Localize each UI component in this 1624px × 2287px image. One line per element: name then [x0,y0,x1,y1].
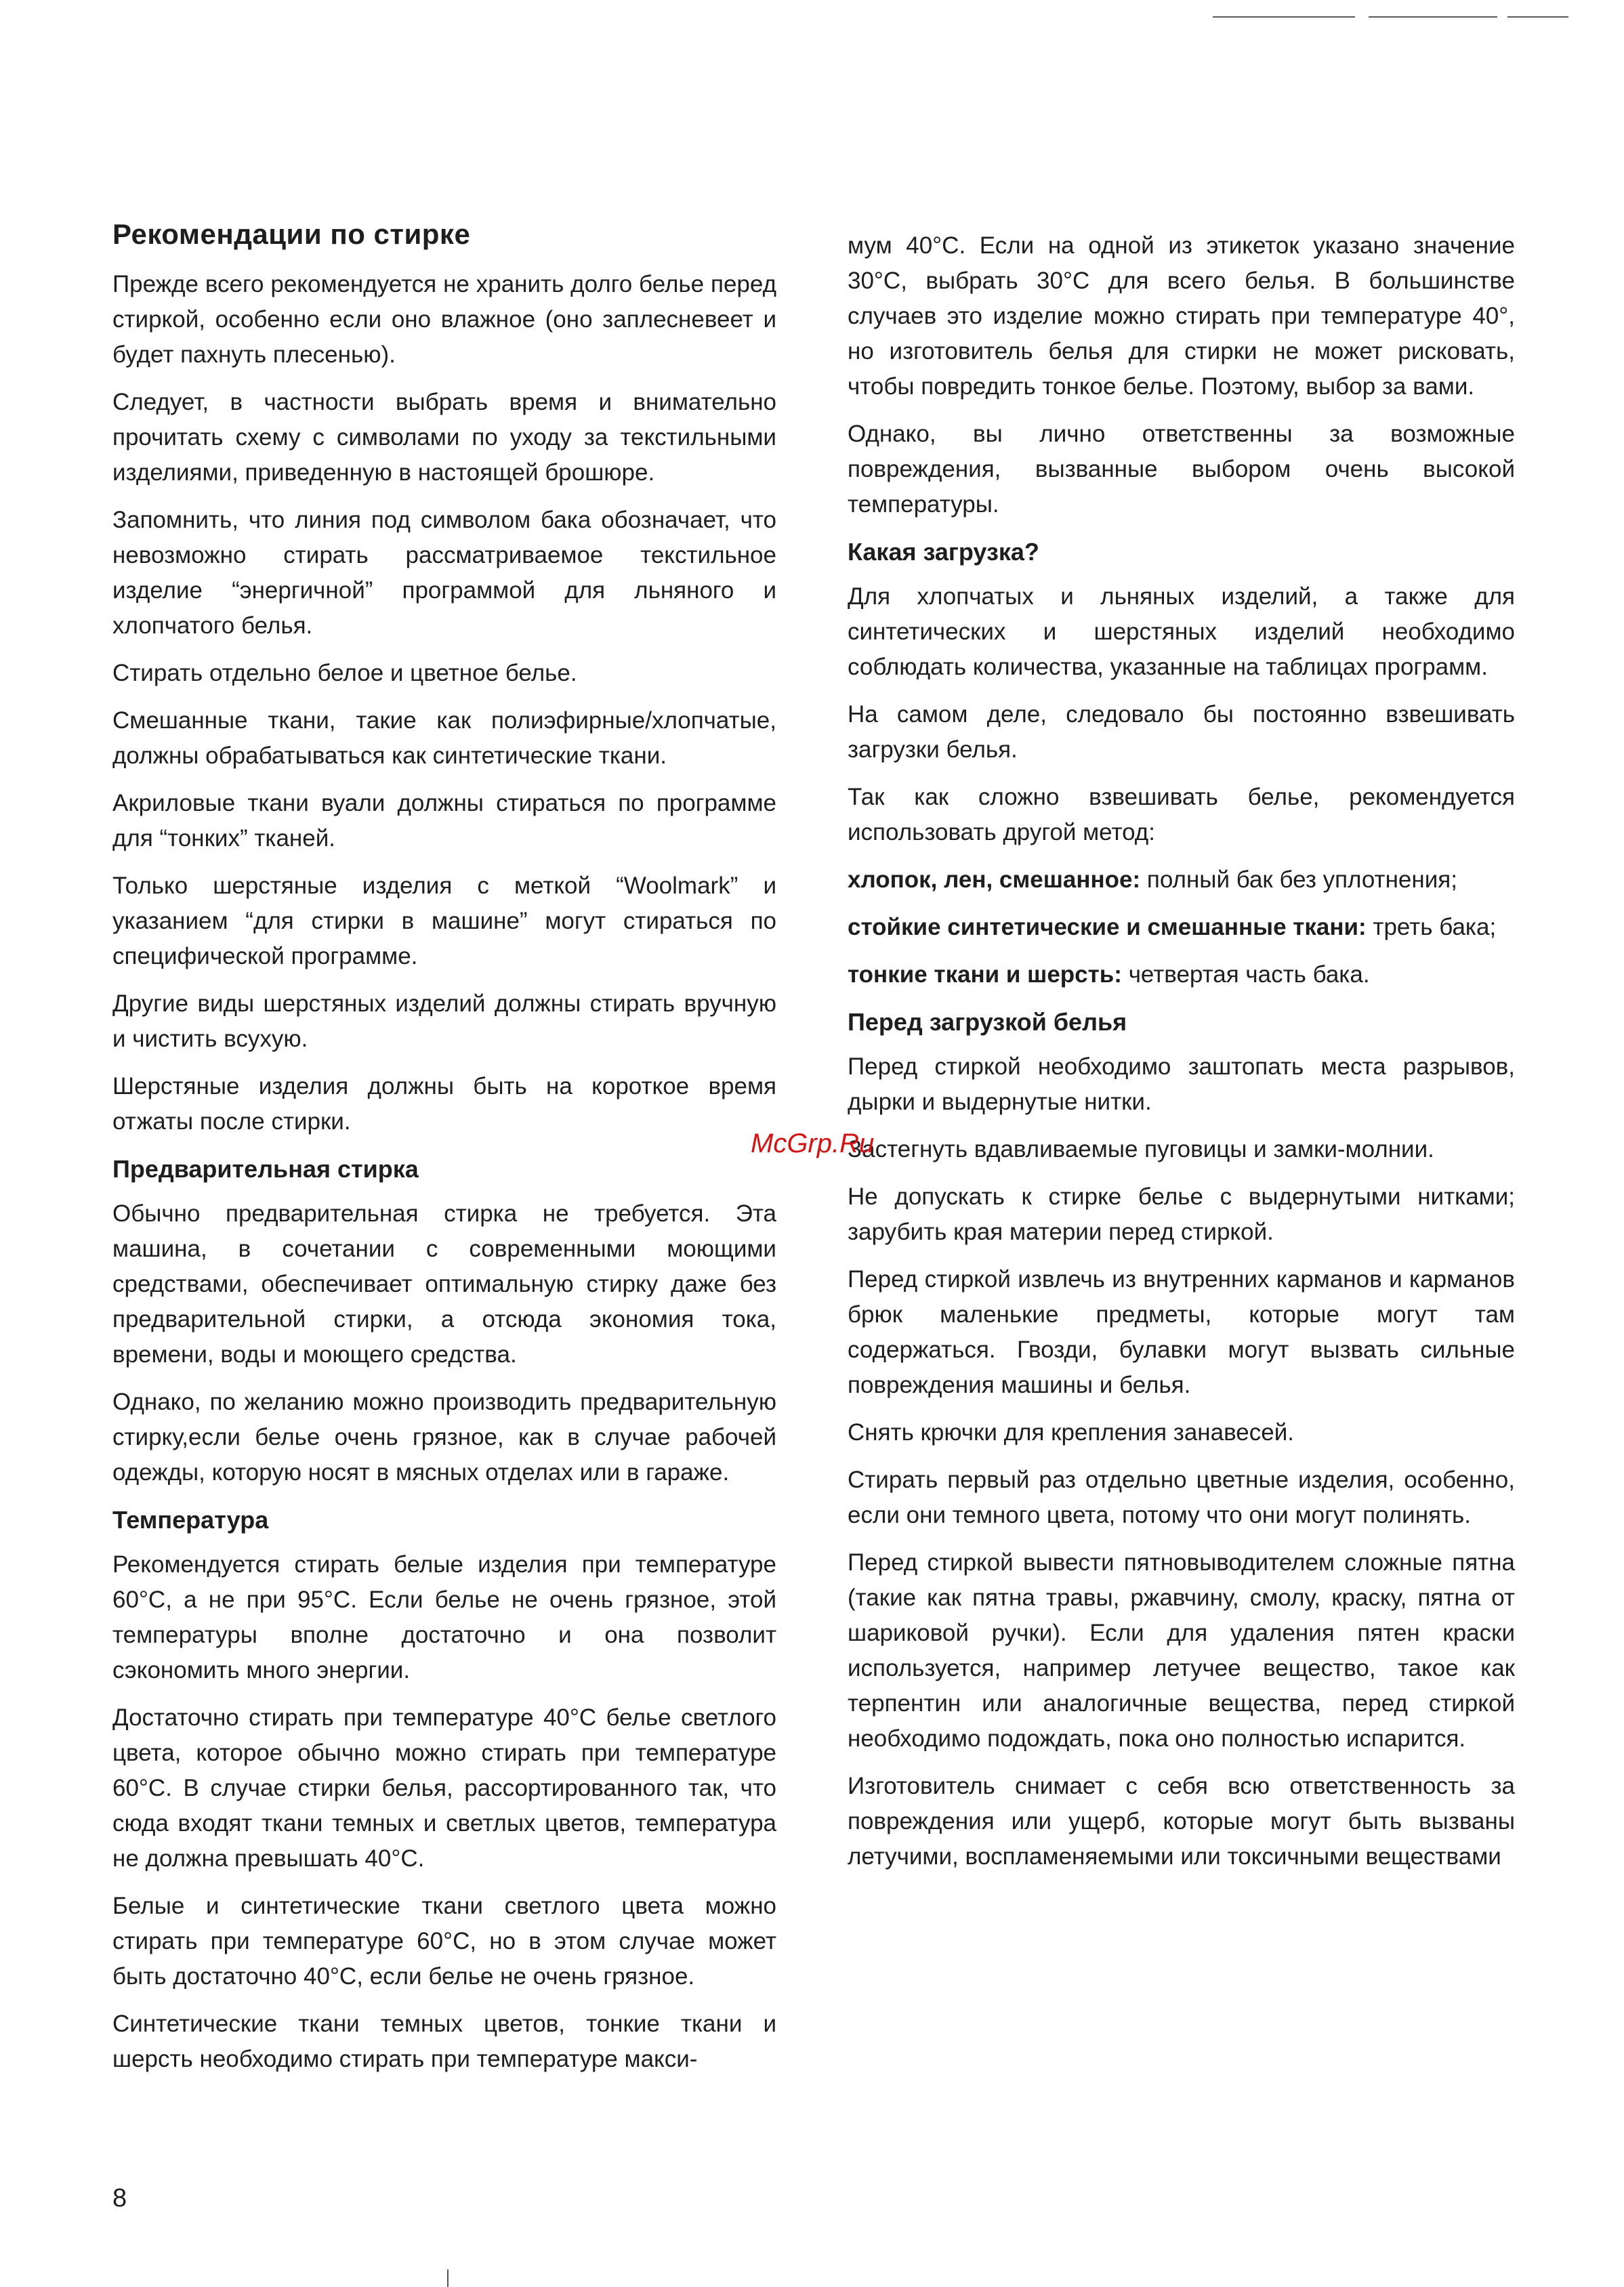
paragraph: Следует, в частности выбрать время и внимательно прочитать схему с символами по уходу за текстильными изделиями, приведенную в настоящей брошюре. [112,389,776,486]
load-item-cotton [848,862,1515,898]
load-label: стойкие синтетические и смешанные ткани: [848,914,1367,940]
left-column [112,215,776,2089]
scan-artifact-line [1369,16,1497,18]
page-title: Рекомендации по стирке [112,218,471,250]
paragraph: Не допускать к стирке белье с выдернутыми нитками; зарубить края материи перед стиркой. [848,1183,1515,1245]
scan-artifact-tick [447,2269,449,2287]
section-heading-load: Какая загрузка? [848,538,1039,566]
load-label: тонкие ткани и шерсть: [848,961,1122,988]
paragraph: Застегнуть вдавливаемые пуговицы и замки-молнии. [848,1136,1434,1162]
paragraph: Рекомендуется стирать белые изделия при температуре 60°С, а не при 95°С. Если белье не очень грязное, этой температуры вполне достаточно и она позволит сэкономить много энергии. [112,1551,776,1683]
paragraph: Стирать первый раз отдельно цветные изделия, особенно, если они темного цвета, потому что они могут полинять. [848,1467,1515,1528]
paragraph: Для хлопчатых и льняных изделий, а также для синтетических и шерстяных изделий необходимо соблюдать количества, указанные на таблицах программ. [848,583,1515,680]
paragraph: Достаточно стирать при температуре 40°С белье светлого цвета, которое обычно можно стирать при температуре 60°С. В случае стирки белья, рассортированного так, что сюда входят ткани темных и светлых цветов, температура не должна превышать 40°С. [112,1704,776,1872]
paragraph: Белые и синтетические ткани светлого цвета можно стирать при температуре 60°С, но в этом случае может быть достаточно 40°С, если белье не очень грязное. [112,1893,776,1990]
watermark: McGrp.Ru [751,1129,875,1158]
scan-artifact-line [1213,16,1355,18]
paragraph: Запомнить, что линия под символом бака обозначает, что невозможно стирать рассматриваемое текстильное изделие “энергичной” программой для льняного и хлопчатого белья. [112,507,776,639]
section-heading-before-loading: Перед загрузкой белья [848,1008,1127,1036]
load-item-delicate [848,957,1515,992]
paragraph: Изготовитель снимает с себя всю ответственность за повреждения или ущерб, которые могут быть вызваны летучими, воспламеняемыми или токсичными веществами [848,1773,1515,1870]
paragraph: На самом деле, следовало бы постоянно взвешивать загрузки белья. [848,701,1515,763]
paragraph: Акриловые ткани вуали должны стираться по программе для “тонких” тканей. [112,790,776,852]
paragraph: Смешанные ткани, такие как полиэфирные/хлопчатые, должны обрабатываться как синтетические ткани. [112,707,776,769]
load-text: полный бак без уплотнения; [1140,866,1457,893]
paragraph: Только шерстяные изделия с меткой “Woolmark” и указанием “для стирки в машине” могут стираться по специфической программе. [112,873,776,969]
load-text: треть бака; [1366,914,1497,940]
paragraph: Перед стиркой необходимо заштопать места разрывов, дырки и выдернутые нитки. [848,1053,1515,1115]
section-heading-prewash: Предварительная стирка [112,1155,419,1183]
paragraph: Однако, вы лично ответственны за возможные повреждения, вызванные выбором очень высокой температуры. [848,421,1515,518]
paragraph: Синтетические ткани темных цветов, тонкие ткани и шерсть необходимо стирать при температуре макси- [112,2011,776,2072]
load-label: хлопок, лен, смешанное: [848,866,1141,893]
paragraph: Так как сложно взвешивать белье, рекомендуется использовать другой метод: [848,784,1515,845]
paragraph: Шерстяные изделия должны быть на короткое время отжаты после стирки. [112,1073,776,1135]
paragraph: Однако, по желанию можно производить предварительную стирку,если белье очень грязное, как в случае рабочей одежды, которую носят в мясных отделах или в гараже. [112,1389,776,1486]
scan-artifact-line [1507,16,1568,18]
page-number: 8 [112,2184,127,2212]
paragraph: мум 40°С. Если на одной из этикеток указано значение 30°С, выбрать 30°С для всего белья. В большинстве случаев это изделие можно стирать при температуре 40°, но изготовитель белья для стирки не может рисковать, чтобы повредить тонкое белье. Поэтому, выбор за вами. [848,232,1515,400]
paragraph: Другие виды шерстяных изделий должны стирать вручную и чистить всухую. [112,990,776,1052]
paragraph: Обычно предварительная стирка не требуется. Эта машина, в сочетании с современными моющими средствами, обеспечивает оптимальную стирку даже без предварительной стирки, а отсюда экономия тока, времени, воды и моющего средства. [112,1200,776,1368]
paragraph: Перед стиркой вывести пятновыводителем сложные пятна (такие как пятна травы, ржавчину, смолу, краску, пятна от шариковой ручки). Если для удаления пятен краски используется, например летучее вещество, такое как терпентин или аналогичные вещества, перед стиркой необходимо подождать, пока оно полностью испарится. [848,1549,1515,1752]
paragraph: Перед стиркой извлечь из внутренних карманов и карманов брюк маленькие предметы, которые могут там содержаться. Гвозди, булавки могут вызвать сильные повреждения машины и белья. [848,1266,1515,1398]
paragraph: Стирать отдельно белое и цветное белье. [112,660,577,686]
load-text: четвертая часть бака. [1121,961,1370,988]
paragraph: Снять крючки для крепления занавесей. [848,1419,1295,1446]
right-column [848,228,1515,1887]
section-heading-temperature: Температура [112,1506,269,1534]
load-item-synthetic [848,910,1515,945]
paragraph: Прежде всего рекомендуется не хранить долго белье перед стиркой, особенно если оно влажное (оно заплесневеет и будет пахнуть плесенью). [112,271,776,368]
